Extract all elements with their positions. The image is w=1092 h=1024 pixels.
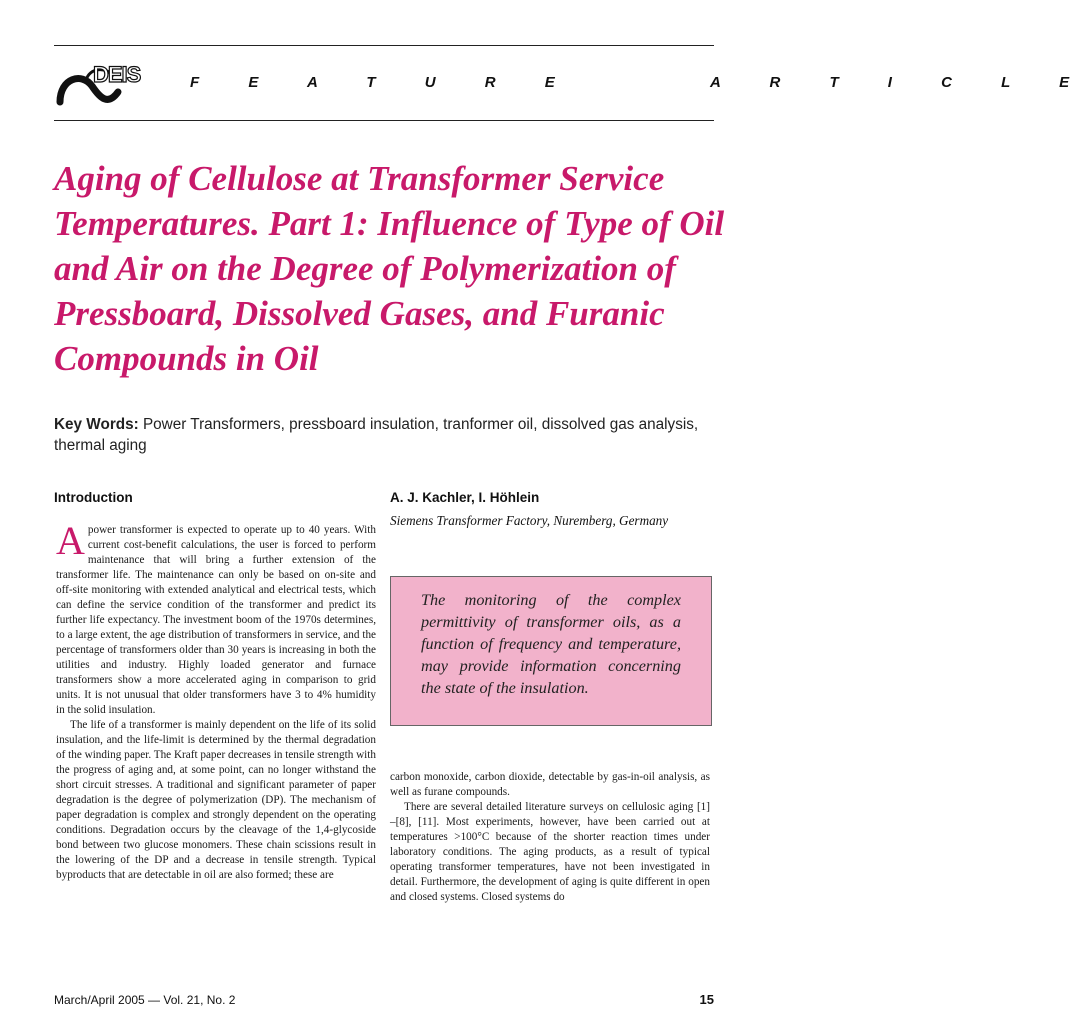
header-bottom-rule — [54, 120, 714, 121]
right-paragraph-2: There are several detailed literature surveys on cellulosic aging [1] –[8], [11]. Most experiments, however, have been carried out at temperatures >100°C because of the shorter reaction times under laboratory conditions. The aging products, as a result of typical operating transformer temperatures, have not been investigated in detail. Furthermore, the development of aging is quite different in open and closed systems. Closed systems do — [390, 801, 710, 903]
article-title: Aging of Cellulose at Transformer Service Temperatures. Part 1: Influence of Type of Oil and Air on the Degree of Polymerization of Pressboard, Dissolved Gases, and Furanic Compounds in Oil — [54, 159, 725, 378]
intro-paragraph-2: The life of a transformer is mainly dependent on the life of its solid insulation, and the life-limit is determined by the thermal degradation of the winding paper. The Kraft paper decreases in tensile strength with the progress of aging and, at some point, can no longer withstand the short circuit stresses. A traditional and significant parameter of paper degradation is the degree of polymerization (DP). The mechanism of paper degradation is complex and strongly dependent on the operating conditions. Degradation occurs by the cleavage of the 1,4-glycoside bond between two glucose monomers. These chain scissions result in the lowering of the DP and a decrease in tensile strength. Typical byproducts that are detectable in oil are also formed; these are — [56, 719, 376, 881]
keywords-text: Power Transformers, pressboard insulation, tranformer oil, dissolved gas analysis, thermal aging — [54, 416, 699, 454]
drop-cap: A — [56, 518, 85, 563]
page-number: 15 — [699, 992, 714, 1007]
right-column — [390, 770, 710, 905]
right-paragraph-1: carbon monoxide, carbon dioxide, detectable by gas-in-oil analysis, as well as furane compounds. — [390, 771, 710, 798]
authors: A. J. Kachler, I. Höhlein — [390, 490, 540, 505]
affiliation: Siemens Transformer Factory, Nuremberg, Germany — [390, 513, 669, 528]
left-column — [56, 518, 376, 883]
section-label: F E A T U R E A R T I C L E — [190, 74, 1092, 91]
deis-logo — [56, 58, 152, 114]
intro-paragraph-1-text: power transformer is expected to operate up to 40 years. With current cost-benefit calculations, the user is forced to perform maintenance that will bring a further extension of the transformer life. The maintenance can only be based on on-site and off-site monitoring with extended analytical and electrical tests, which can define the service condition of the transformer and predict its further life expectancy. The investment boom of the 1970s determines, to a large extent, the age distribution of transformers in service, and the percentage of transformers older than 30 years is increasing in both the utilities and industry. Highly loaded generator and furnace transformers show a more accelerated aging in comparison to grid units. It is not unusual that older transformers have 3 to 4% humidity in the solid insulation. — [56, 524, 376, 716]
keywords — [54, 414, 714, 456]
introduction-heading: Introduction — [54, 490, 133, 505]
pull-quote: The monitoring of the complex permittivity of transformer oils, as a function of frequency and temperature, may provide information concerning the state of the insulation. — [390, 576, 712, 726]
keywords-label: Key Words: — [54, 416, 139, 433]
intro-paragraph-1 — [56, 518, 376, 718]
logo-text: DEIS — [93, 62, 141, 87]
footer-issue: March/April 2005 — Vol. 21, No. 2 — [54, 993, 236, 1007]
header-top-rule — [54, 45, 714, 46]
